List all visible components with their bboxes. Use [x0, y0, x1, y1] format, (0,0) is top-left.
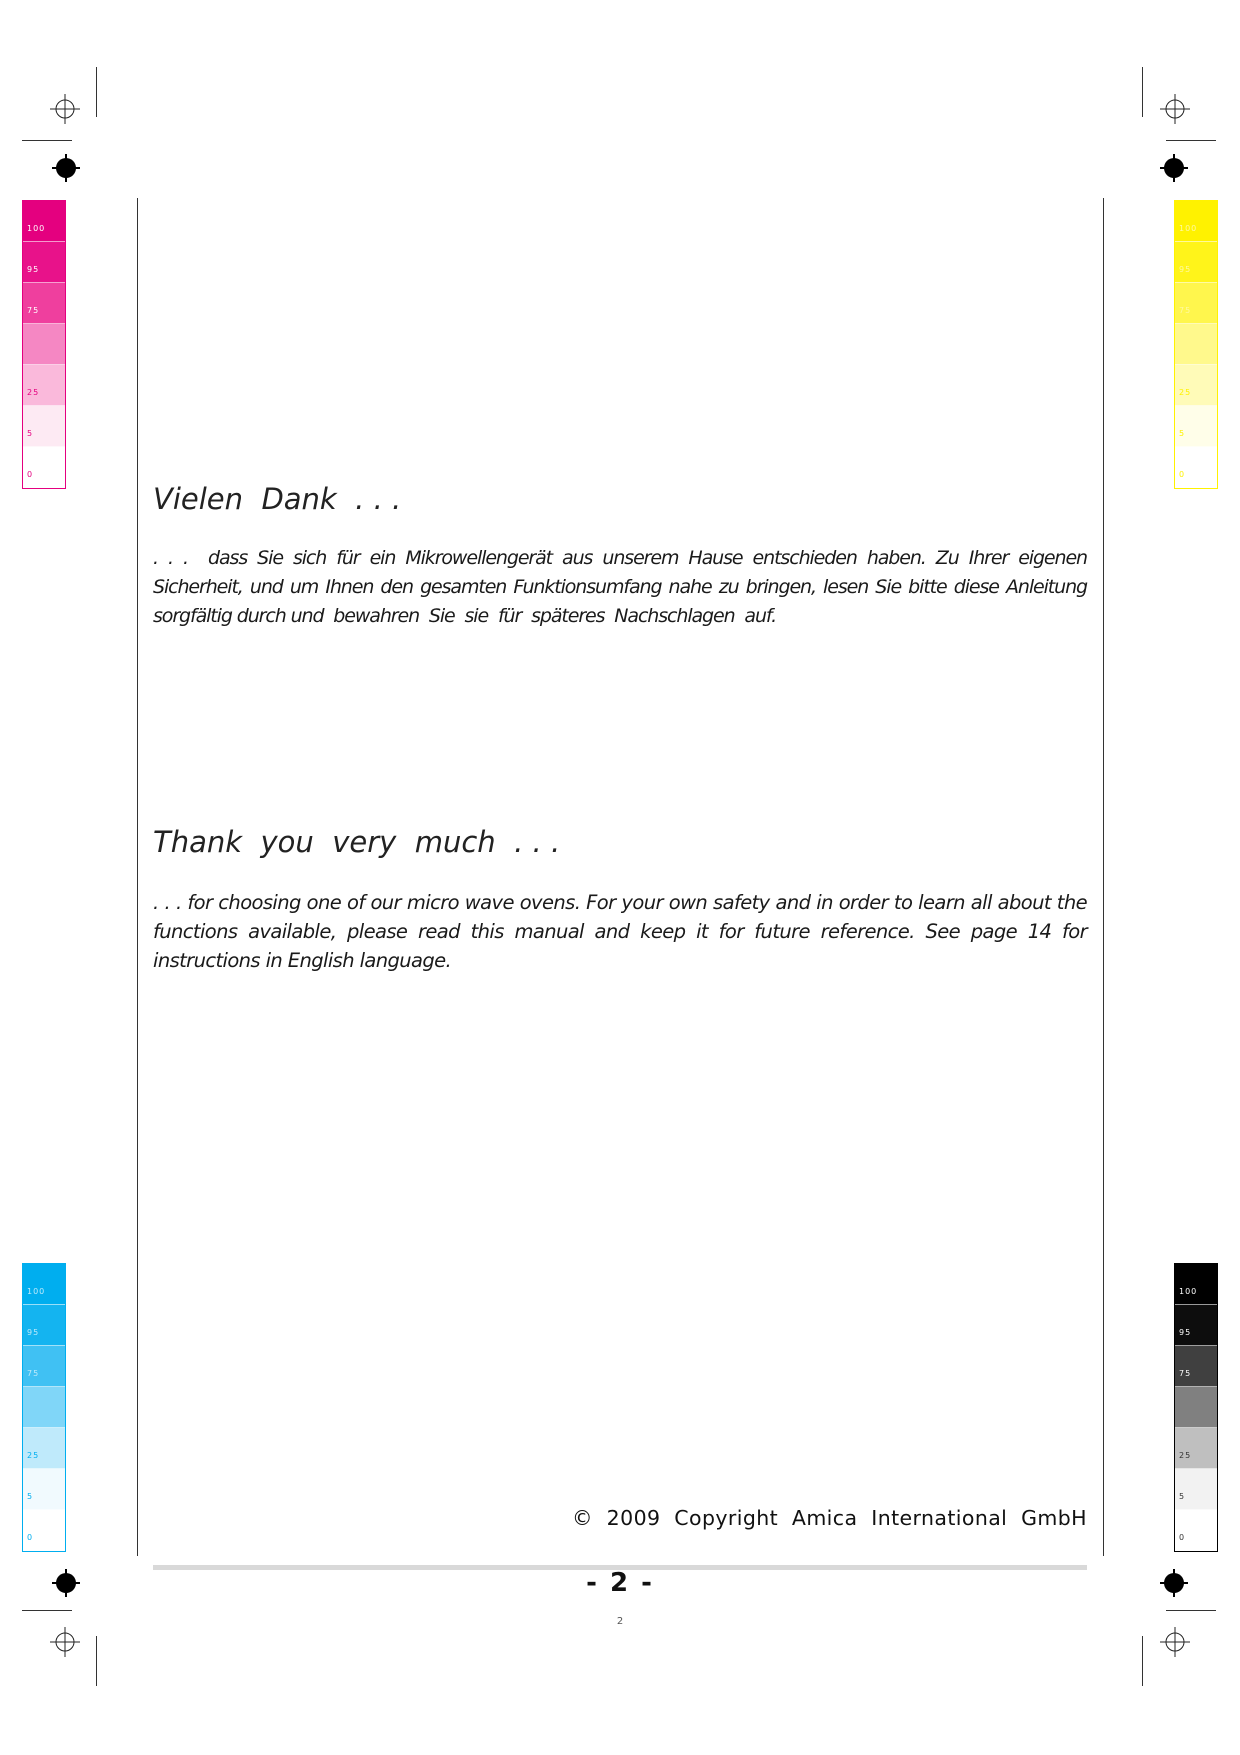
- color-patch: [1175, 1510, 1217, 1551]
- color-strip-cyan: [22, 1263, 66, 1552]
- registration-dot-icon: [56, 158, 76, 178]
- color-patch-label: 5: [1179, 1492, 1186, 1501]
- color-patch: [23, 1305, 65, 1346]
- color-patch: [1175, 283, 1217, 324]
- color-patch: [1175, 201, 1217, 242]
- registration-dot-icon: [1164, 158, 1184, 178]
- color-patch-label: 25: [27, 1451, 40, 1460]
- color-strip-black: [1174, 1263, 1218, 1552]
- right-margin-line: [1103, 198, 1104, 1556]
- color-patch-label: 0: [27, 470, 34, 479]
- color-patch: [1175, 1428, 1217, 1469]
- registration-dot-icon: [56, 1573, 76, 1593]
- color-patch: [1175, 447, 1217, 488]
- color-patch: [1175, 1346, 1217, 1387]
- color-patch-label: 95: [27, 1328, 40, 1337]
- color-patch: [23, 1469, 65, 1510]
- english-heading: Thank you very much . . .: [153, 825, 561, 859]
- registration-crosshair-icon: [1160, 94, 1190, 124]
- color-patch-label: 0: [1179, 1533, 1186, 1542]
- registration-dot-icon: [1164, 1573, 1184, 1593]
- color-patch-label: 95: [1179, 1328, 1192, 1337]
- registration-crosshair-icon: [50, 94, 80, 124]
- color-patch: [1175, 1305, 1217, 1346]
- color-patch-label: 25: [27, 388, 40, 397]
- color-patch: [23, 201, 65, 242]
- color-patch-label: 100: [27, 1287, 46, 1296]
- color-patch-label: 25: [1179, 1451, 1192, 1460]
- color-patch: [23, 365, 65, 406]
- color-strip-magenta: [22, 200, 66, 489]
- registration-crosshair-icon: [1160, 1627, 1190, 1657]
- page-number: - 2 -: [586, 1568, 654, 1598]
- color-patch: [1175, 365, 1217, 406]
- color-patch-label: 5: [27, 1492, 34, 1501]
- color-patch-label: 5: [1179, 429, 1186, 438]
- color-patch: [23, 1428, 65, 1469]
- color-patch: [1175, 1264, 1217, 1305]
- left-margin-line: [137, 198, 138, 1556]
- color-patch-label: 0: [1179, 470, 1186, 479]
- color-patch-label: 5: [27, 429, 34, 438]
- color-patch-label: 75: [27, 306, 40, 315]
- color-patch: [1175, 242, 1217, 283]
- color-patch: [23, 1387, 65, 1428]
- color-patch: [23, 324, 65, 365]
- color-patch: [23, 1346, 65, 1387]
- color-patch: [1175, 324, 1217, 365]
- copyright-notice: © 2009 Copyright Amica International GmbH: [571, 1506, 1087, 1530]
- color-patch: [1175, 406, 1217, 447]
- color-patch: [23, 1510, 65, 1551]
- color-patch-label: 100: [27, 224, 46, 233]
- german-heading: Vielen Dank . . .: [153, 482, 402, 516]
- color-patch: [23, 1264, 65, 1305]
- registration-crosshair-icon: [50, 1627, 80, 1657]
- color-patch-label: 100: [1179, 1287, 1198, 1296]
- color-patch: [23, 406, 65, 447]
- color-patch: [23, 242, 65, 283]
- color-strip-yellow: [1174, 200, 1218, 489]
- color-patch-label: 75: [27, 1369, 40, 1378]
- color-patch-label: 25: [1179, 388, 1192, 397]
- color-patch-label: 75: [1179, 306, 1192, 315]
- color-patch: [1175, 1469, 1217, 1510]
- page-number-small: 2: [616, 1616, 624, 1627]
- german-paragraph: . . . dass Sie sich für ein Mikrowellengerät aus unserem Hause entschieden haben. Zu Ihrer eigenen Sicherheit, und um Ihnen den gesamten Funktionsumfang nahe zu bringen, lesen Sie bitte diese Anleitung sorgfältig durch und bewahren Sie sie für späteres Nachschlagen auf.: [153, 547, 1092, 627]
- color-patch-label: 100: [1179, 224, 1198, 233]
- color-patch: [23, 283, 65, 324]
- color-patch: [1175, 1387, 1217, 1428]
- english-paragraph: . . . for choosing one of our micro wave ovens. For your own safety and in order to learn all about the functions available, please read this manual and keep it for future reference. See page 14 for instructions in English language.: [153, 891, 1087, 972]
- color-patch-label: 95: [1179, 265, 1192, 274]
- color-patch-label: 95: [27, 265, 40, 274]
- color-patch: [23, 447, 65, 488]
- color-patch-label: 0: [27, 1533, 34, 1542]
- color-patch-label: 75: [1179, 1369, 1192, 1378]
